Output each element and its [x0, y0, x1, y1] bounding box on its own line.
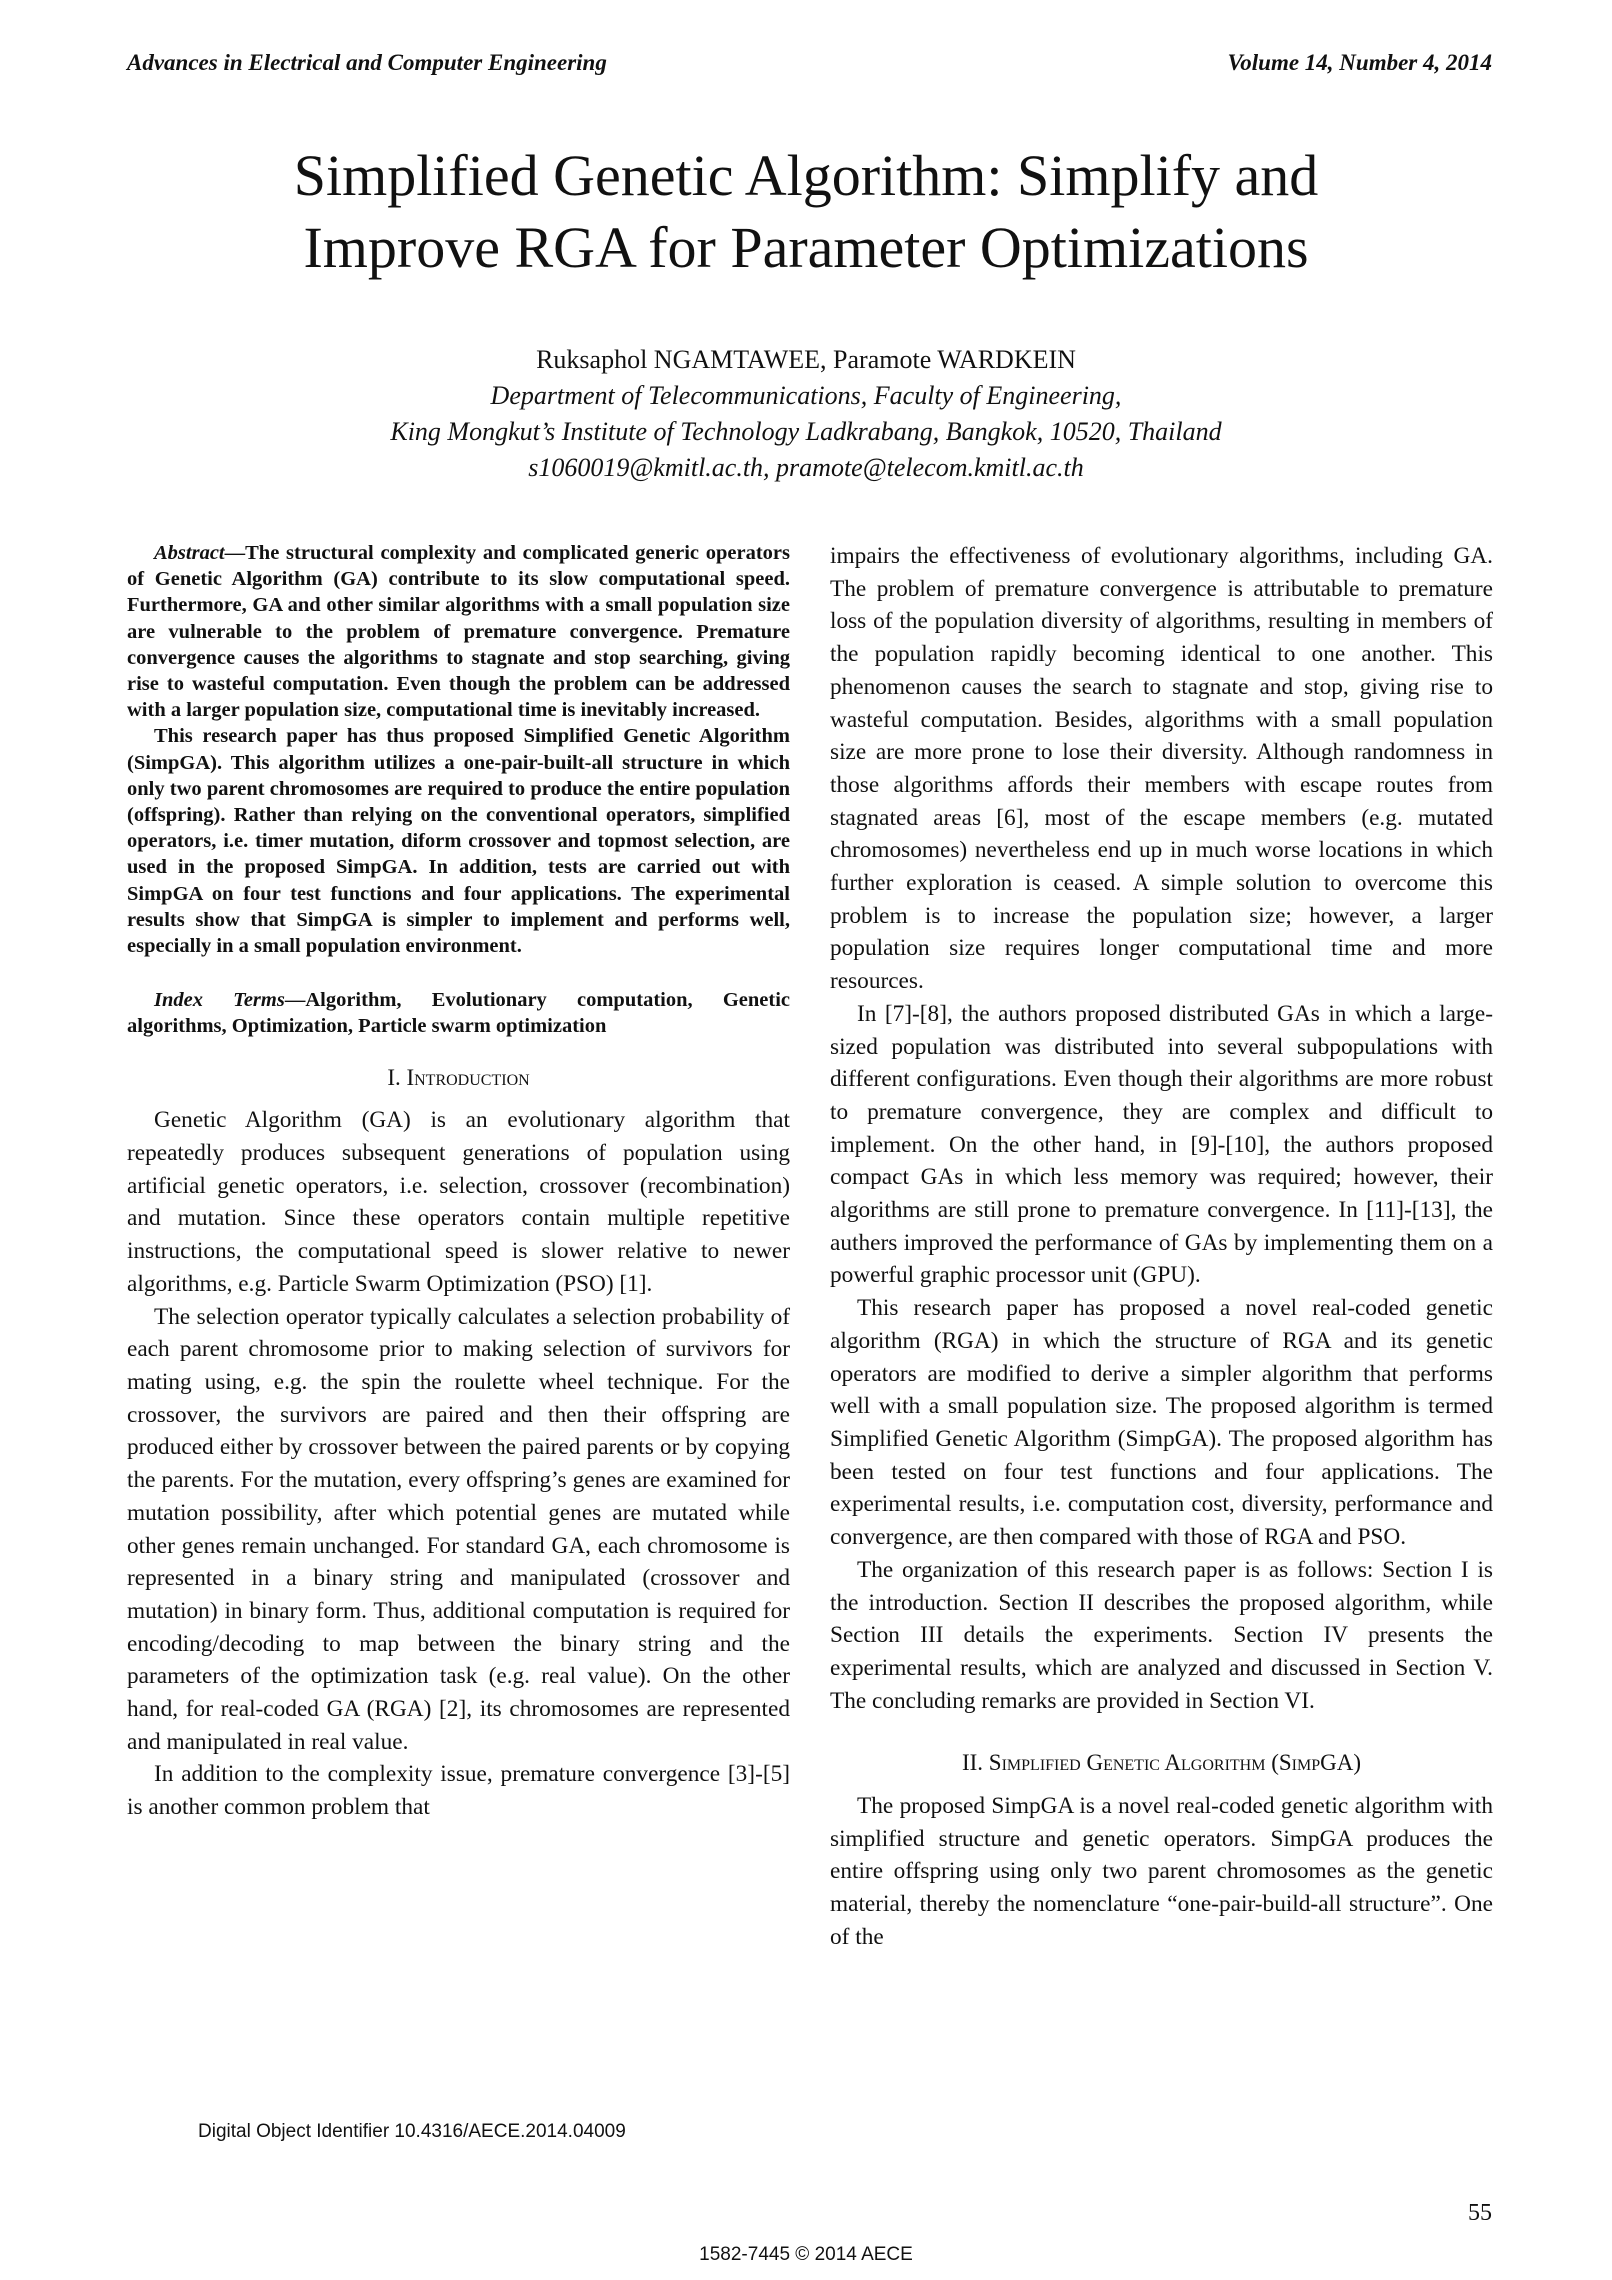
abstract-paragraph-1: Abstract—The structural complexity and complicated generic operators of Genetic Algorithm (GA) contribute to its slow computational speed. Furthermore, GA and other similar algorithms with a small population size are vulnerable to the problem of premature convergence. Premature convergence causes the algorithms to stagnate and stop searching, giving rise to wasteful computation. Even though the problem can be addressed with a larger population size, computational time is inevitably increased.: [127, 542, 790, 722]
intro-paragraph-3: In addition to the complexity issue, premature convergence [3]-[5] is another common problem that: [127, 1761, 790, 1821]
abstract-paragraph-2: This research paper has thus proposed Simplified Genetic Algorithm (SimpGA). This algorithm utilizes a one-pair-built-all structure in which only two parent chromosomes are required to produce the entire population (offspring). Rather than relying on the conventional operators, simplified operators, i.e. timer mutation, diform crossover and topmost selection, are used in the proposed SimpGA. In addition, tests are carried out with SimpGA on four test functions and four applications. The experimental results show that SimpGA is simpler to implement and performs well, especially in a small population environment.: [127, 725, 790, 958]
left-column: [127, 540, 790, 1824]
title-line-2: Improve RGA for Parameter Optimizations: [303, 215, 1309, 280]
issn-footer: 1582-7445 © 2014 AECE: [699, 2244, 913, 2265]
title-line-1: Simplified Genetic Algorithm: Simplify and: [293, 143, 1319, 208]
author-names: Ruksaphol NGAMTAWEE, Paramote WARDKEIN: [536, 345, 1076, 374]
abstract: [127, 540, 790, 959]
affiliation-department: Department of Telecommunications, Faculty of Engineering,: [490, 381, 1122, 410]
section-heading-introduction: I. Introduction: [387, 1064, 530, 1090]
author-emails: s1060019@kmitl.ac.th, pramote@telecom.kmitl.ac.th: [528, 453, 1084, 482]
section-heading-simpga: II. Simplified Genetic Algorithm (SimpGA): [961, 1750, 1361, 1776]
right-paragraph-4: The organization of this research paper is as follows: Section I is the introduction. Section II describes the proposed algorithm, while Section III details the experiments. Section IV presents the experimental results, which are analyzed and discussed in Section V. The concluding remarks are provided in Section VI.: [830, 1556, 1493, 1714]
intro-paragraph-2: The selection operator typically calculates a selection probability of each parent chromosome prior to making selection of survivors for mating using, e.g. the spin the roulette wheel technique. For the crossover, the survivors are paired and then their offspring are produced either by crossover between the paired parents or by copying the parents. For the mutation, every offspring’s genes are examined for mutation possibility, after which potential genes are mutated while other genes remain unchanged. For standard GA, each chromosome is represented in a binary string and manipulated (crossover and mutation) in binary form. Thus, additional computation is required for encoding/decoding to map between the binary string and the parameters of the optimization task (e.g. real value). On the other hand, for real-coded GA (RGA) [2], its chromosomes are represented and manipulated in real value.: [127, 1303, 790, 1755]
paper-title: [120, 140, 1492, 284]
simpga-paragraph-1: The proposed SimpGA is a novel real-coded genetic algorithm with simplified structure and genetic operators. SimpGA produces the entire offspring using only two parent chromosomes as the genetic material, thereby the nomenclature “one-pair-build-all structure”. One of the: [830, 1793, 1493, 1950]
right-paragraph-3: This research paper has proposed a novel real-coded genetic algorithm (RGA) in which the structure of RGA and its genetic operators are modified to derive a simpler algorithm that performs well with a small population size. The proposed algorithm is termed Simplified Genetic Algorithm (SimpGA). The proposed algorithm has been tested on four test functions and four applications. The experimental results, i.e. computation cost, diversity, performance and convergence, are then compared with those of RGA and PSO.: [830, 1295, 1493, 1551]
index-terms: Index Terms—Algorithm, Evolutionary computation, Genetic algorithms, Optimization, Particle swarm optimization: [127, 989, 790, 1038]
running-head: [127, 50, 1492, 76]
abstract-label: Abstract: [154, 542, 225, 564]
author-block: [120, 342, 1492, 486]
affiliation-institute: King Mongkut’s Institute of Technology Ladkrabang, Bangkok, 10520, Thailand: [390, 417, 1222, 446]
journal-name: Advances in Electrical and Computer Engineering: [127, 50, 607, 75]
intro-paragraph-1: Genetic Algorithm (GA) is an evolutionary algorithm that repeatedly produces subsequent generations of population using artificial genetic operators, i.e. selection, crossover (recombination) and mutation. Since these operators contain multiple repetitive instructions, the computational speed is slower relative to newer algorithms, e.g. Particle Swarm Optimization (PSO) [1].: [127, 1107, 790, 1297]
right-paragraph-2: In [7]-[8], the authors proposed distributed GAs in which a large-sized population was distributed into several subpopulations with different configurations. Even though their algorithms are more robust to premature convergence, they are complex and difficult to implement. On the other hand, in [9]-[10], the authors proposed compact GAs in which less memory was required; however, their algorithms are still prone to premature convergence. In [11]-[13], the authers improved the performance of GAs by implementing them on a powerful graphic processor unit (GPU).: [830, 1000, 1493, 1289]
right-paragraph-1: impairs the effectiveness of evolutionary algorithms, including GA. The problem of premature convergence is attributable to premature loss of the population diversity of algorithms, resulting in members of the population rapidly becoming identical to one another. This phenomenon causes the search to stagnate and stop, giving rise to wasteful computation. Besides, algorithms with a small population size are more prone to lose their diversity. Although randomness in those algorithms affords their members with escape routes from stagnated areas [6], most of the escape members (e.g. mutated chromosomes) nevertheless end up in much worse locations in which further exploration is ceased. A simple solution to overcome this problem is to increase the population size; however, a larger population size requires longer computational time and more resources.: [830, 543, 1493, 995]
page-number: 55: [1468, 2200, 1492, 2226]
volume-info: Volume 14, Number 4, 2014: [1227, 50, 1492, 75]
doi-footer: Digital Object Identifier 10.4316/AECE.2014.04009: [198, 2121, 626, 2142]
index-terms-label: Index Terms: [154, 989, 285, 1012]
right-column: [830, 540, 1493, 1954]
